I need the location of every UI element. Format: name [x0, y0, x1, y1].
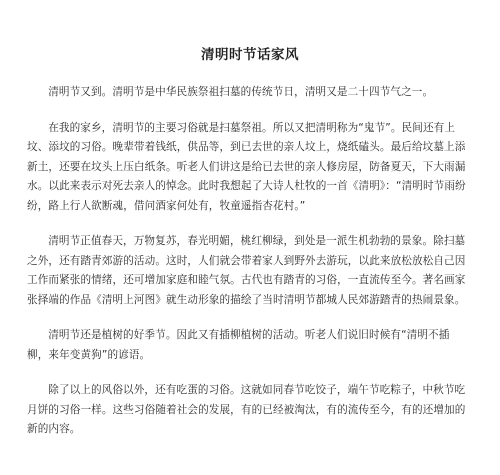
article-paragraph: 除了以上的风俗以外，还有吃蛋的习俗。这就如同春节吃饺子，端午节吃粽子，中秋节吃月饼的习俗一样。这些习俗随着社会的发展，有的已经被淘汰，有的流传至今，有的还增加的新的内容。	[27, 384, 466, 435]
article-paragraph: 清明节又到。清明节是中华民族祭祖扫墓的传统节日，清明又是二十四节气之一。	[48, 86, 434, 98]
article-paragraph: 清明节还是植树的好季节。因此又有插柳植树的活动。听老人们说旧时候有“清明不插柳，来年变黄狗”的谚语。	[27, 329, 450, 361]
article-title: 清明时节话家风	[201, 47, 299, 63]
article-paragraph: 清明节正值春天，万物复苏，春光明媚，桃红柳绿，到处是一派生机勃勃的景象。除扫墓之外，还有踏青郊游的活动。这时，人们就会带着家人到野外去游玩，以此来放松放松自己因工作而紧张的情绪，还可增加家庭和睦气氛。古代也有踏青的习俗，一直流传至今。著名画家张择端的作品《清明上河图》就生动形象的描绘了当时清明节都城人民郊游踏青的热闹景象。	[27, 235, 466, 306]
article-paragraph: 在我的家乡，清明节的主要习俗就是扫墓祭祖。所以又把清明称为“鬼节”。民间还有上坟、添坟的习俗。晚辈带着钱纸，供品等，到已去世的亲人坟上，烧纸磕头。最后给坟墓上添新土，还要在坟头上压白纸条。听老人们讲这是给已去世的亲人修房屋，防备夏天，下大雨漏水。以此来表示对死去亲人的悼念。此时我想起了大诗人杜牧的一首《清明》：“清明时节雨纷纷，路上行人欲断魂，借问酒家何处有，牧童遥指杏花村。”	[27, 121, 466, 212]
